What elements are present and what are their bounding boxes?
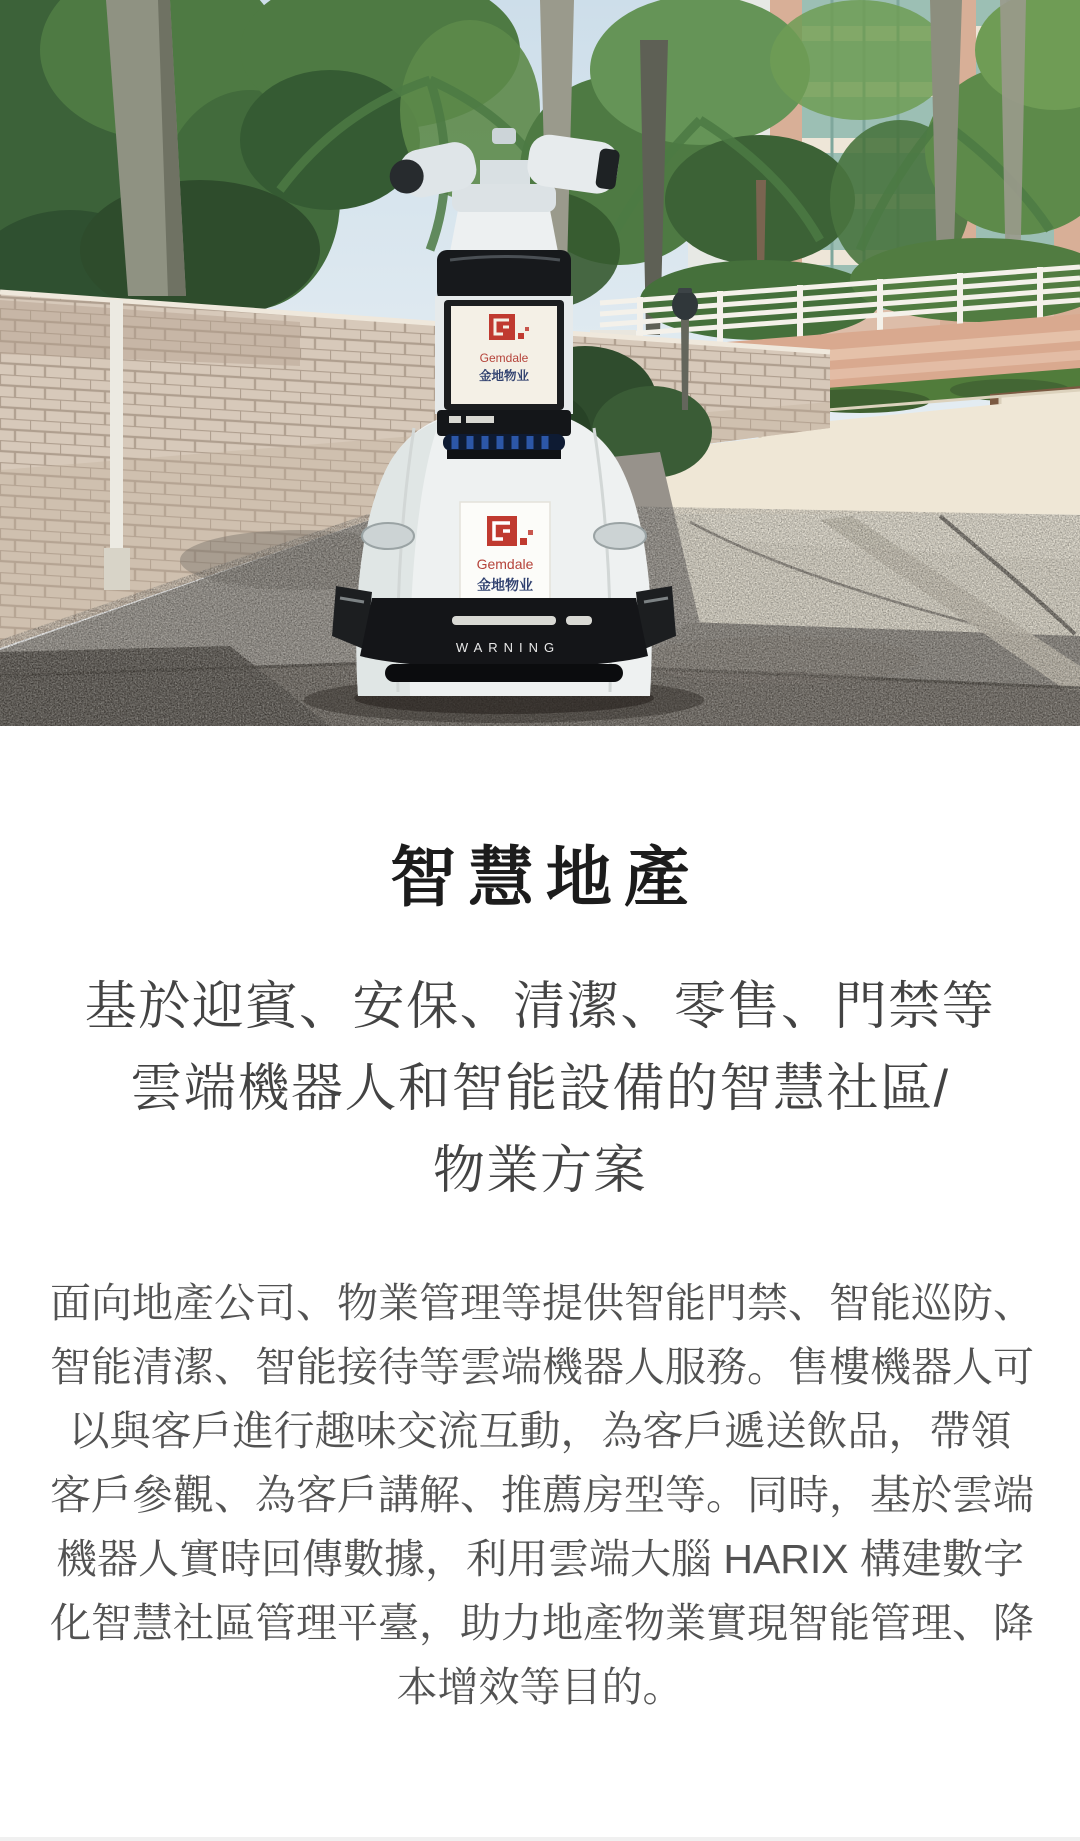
hero-photo <box>0 0 1080 726</box>
subtitle-line: 基於迎賓、安保、清潔、零售、門禁等 <box>84 978 996 1036</box>
body-line: 機器人實時回傳數據，利用雲端大腦 HARIX 構建數字 <box>55 1536 1025 1582</box>
page-title: 智慧地產 <box>390 840 702 914</box>
robot-bumper <box>360 598 648 682</box>
screen-brand-en: Gemdale <box>479 351 529 365</box>
body-line: 以與客戶進行趣味交流互動，為客戶遞送飲品，帶領 <box>68 1408 1012 1454</box>
section-divider <box>0 1837 1080 1841</box>
robot-tower <box>435 210 573 459</box>
subtitle-line: 雲端機器人和智能設備的智慧社區/ <box>130 1060 950 1118</box>
body-brand-en: Gemdale <box>476 556 534 572</box>
body-line: 化智慧社區管理平臺，助力地產物業實現智能管理、降 <box>50 1600 1034 1646</box>
body-line: 本增效等目的。 <box>396 1664 684 1710</box>
subtitle-line: 物業方案 <box>432 1142 648 1200</box>
body-line: 面向地產公司、物業管理等提供智能門禁、智能巡防、 <box>50 1280 1034 1326</box>
section-body <box>50 1271 1034 1719</box>
body-line: 客戶參觀、為客戶講解、推薦房型等。同時，基於雲端 <box>50 1472 1034 1518</box>
warning-text: WARNING <box>455 640 561 655</box>
lidar-sensor <box>443 434 565 459</box>
body-line: 智能清潔、智能接待等雲端機器人服務。售樓機器人可 <box>50 1344 1034 1390</box>
section-subtitle <box>50 966 1030 1212</box>
robot-body-label <box>460 502 550 606</box>
body-brand-cn: 金地物业 <box>477 577 533 593</box>
smart-real-estate-section <box>0 726 1080 1719</box>
screen-brand-cn: 金地物业 <box>478 369 530 383</box>
robot-screen <box>444 300 564 410</box>
